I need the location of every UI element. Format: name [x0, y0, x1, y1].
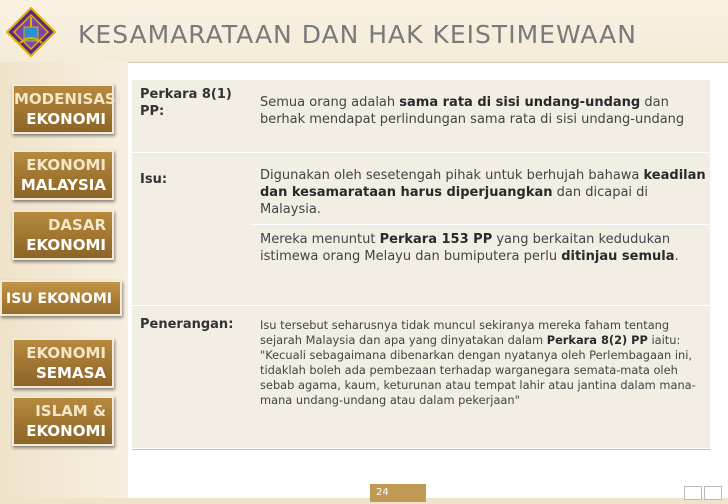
row-value — [250, 306, 710, 448]
sidebar-item-label: EKONOMI — [26, 156, 106, 174]
sidebar-item-label: EKONOMI — [26, 344, 106, 362]
demand-paragraph: Mereka menuntut Perkara 153 PP yang berkaitan kedudukan istimewa orang Melayu dan bumiputera perlu ditinjau semula. — [260, 232, 679, 264]
uitm-crest-logo-icon — [6, 7, 56, 57]
sidebar-item-isu-ekonomi[interactable] — [0, 280, 122, 316]
sidebar-item-label: EKONOMI — [26, 110, 106, 128]
sidebar-item-label: EKONOMI — [26, 236, 106, 254]
sidebar-item-label: MALAYSIA — [20, 176, 106, 194]
sidebar — [0, 62, 128, 504]
sidebar-item-modenisasi-ekonomi[interactable] — [12, 84, 122, 134]
divider — [250, 224, 710, 225]
issue-paragraph: Digunakan oleh sesetengah pihak untuk berhujah bahawa keadilan dan kesamarataan harus diperjuangkan dan dicapai di Malaysia. — [260, 168, 706, 217]
content-table — [132, 80, 710, 450]
row-value: Semua orang adalah sama rata di sisi undang-undang dan berhak mendapat perlindungan sama rata di sisi undang-undang — [260, 95, 685, 127]
sidebar-item-islam-ekonomi[interactable] — [12, 396, 114, 446]
row-value — [250, 153, 710, 305]
sidebar-item-label: SEMASA — [36, 364, 106, 382]
sidebar-item-dasar-ekonomi[interactable] — [12, 210, 114, 260]
sidebar-item-label: ISLAM & — [35, 402, 106, 420]
sidebar-item-ekonomi-malaysia[interactable] — [12, 150, 114, 200]
footer-bar — [0, 498, 728, 504]
explanation-paragraph: Isu tersebut seharusnya tidak muncul sekiranya mereka faham tentang sejarah Malaysia dan apa yang dinyatakan dalam Perkara 8(2) PP iaitu: — [260, 318, 681, 347]
table-row — [132, 153, 710, 306]
table-row — [132, 80, 710, 153]
quote-paragraph: "Kecuali sebagaimana dibenarkan dengan nyatanya oleh Perlembagaan ini, tidaklah boleh ada pembezaan terhadap warganegara semata-mata oleh sebab agama, kaum, keturunan atau tempat lahir atau jantina dalam mana-mana undang-undang atau dalam pekerjaan" — [260, 348, 696, 407]
sidebar-item-label: EKONOMI — [26, 422, 106, 440]
sidebar-item-ekonomi-semasa[interactable] — [12, 338, 114, 388]
row-label: Penerangan: — [140, 317, 234, 332]
prev-slide-button[interactable] — [684, 486, 702, 500]
table-row — [132, 306, 710, 449]
sidebar-item-label: ISU EKONOMI — [6, 291, 112, 307]
row-label: Perkara 8(1) PP: — [140, 87, 232, 119]
next-slide-button[interactable] — [704, 486, 722, 500]
header-bar — [0, 0, 728, 63]
sidebar-item-label: MODENISASI — [14, 90, 122, 108]
page-number: 24 — [370, 484, 426, 502]
row-label: Isu: — [140, 172, 168, 187]
page-title: KESAMARATAAN DAN HAK KEISTIMEWAAN — [78, 20, 637, 49]
sidebar-item-label: DASAR — [47, 216, 106, 234]
